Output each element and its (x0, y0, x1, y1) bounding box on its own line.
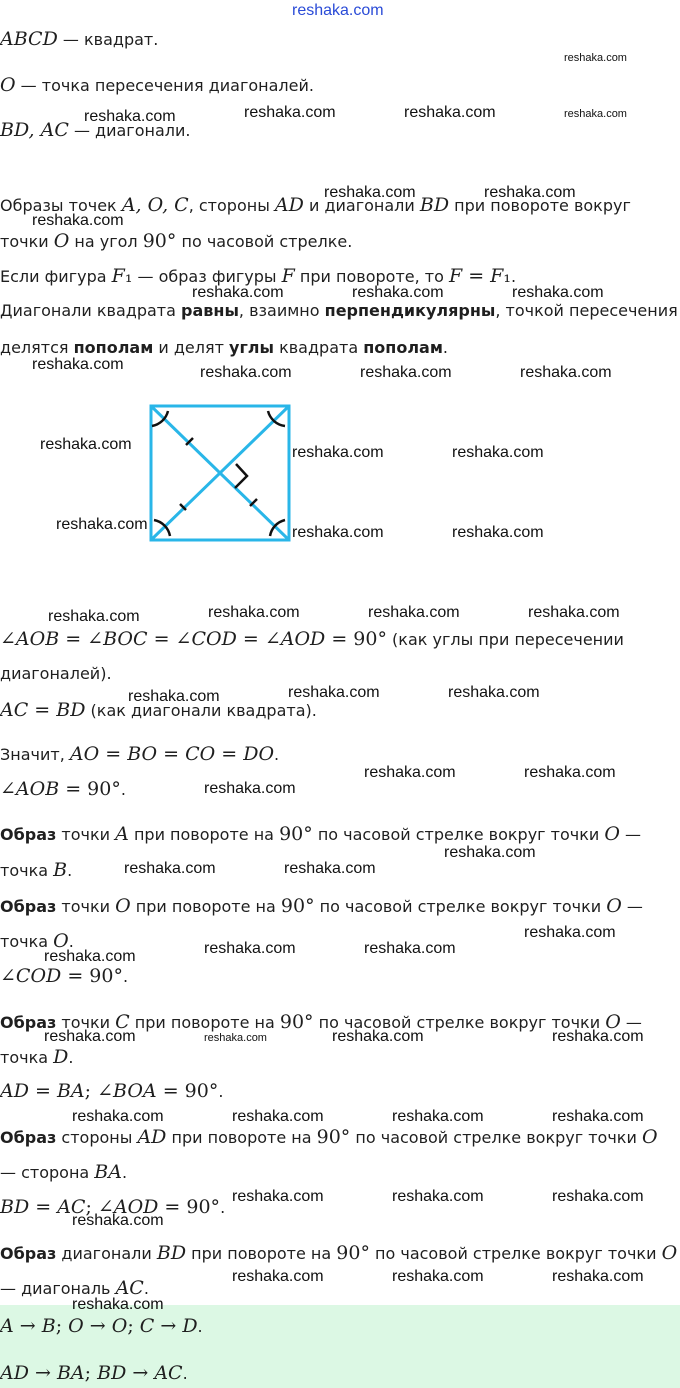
watermark: reshaka.com (448, 684, 540, 701)
watermark: reshaka.com (72, 1212, 164, 1229)
math-run: AO (69, 743, 100, 765)
text-run: Если фигура (0, 267, 112, 286)
math-run: BA (56, 1362, 85, 1384)
line-l21 (0, 1080, 223, 1103)
watermark: reshaka.com (564, 52, 627, 64)
watermark: reshaka.com (284, 860, 376, 877)
line-l2 (0, 74, 314, 97)
watermark: reshaka.com (512, 284, 604, 301)
math-run: AOB (15, 778, 60, 800)
line-l1 (0, 28, 158, 51)
math-run: O (53, 930, 69, 952)
math-run: CO (185, 743, 216, 765)
math-run: ; (55, 1315, 69, 1337)
watermark: reshaka.com (324, 184, 416, 201)
watermark: reshaka.com (40, 436, 132, 453)
watermark: reshaka.com (44, 948, 136, 965)
text-run: . (197, 1317, 203, 1336)
watermark: reshaka.com (244, 104, 336, 121)
math-run: ₁ (503, 265, 511, 287)
text-run: при повороте на (129, 1013, 280, 1032)
text-run: . (68, 1048, 74, 1067)
text-run: . (120, 780, 126, 799)
math-run: = (157, 743, 186, 765)
text-run: точки (56, 897, 116, 916)
watermark: reshaka.com (392, 1268, 484, 1285)
text-run: при повороте на (128, 825, 280, 844)
math-run: 90° (316, 1126, 351, 1148)
math-run: COD (191, 628, 237, 650)
text-run: — диагонали. (68, 121, 191, 140)
text-run: — диагональ (0, 1279, 116, 1298)
math-run: ₁ (124, 265, 133, 287)
watermark: reshaka.com (204, 1032, 267, 1044)
text-run: (как диагонали квадрата). (85, 701, 317, 720)
math-run: AD (137, 1126, 167, 1148)
bold-text: пополам (73, 338, 154, 357)
text-run: . (143, 1279, 149, 1298)
math-run: = ∠ (236, 628, 281, 650)
watermark: reshaka.com (204, 940, 296, 957)
math-run: COD (15, 965, 62, 987)
text-run: Значит, (0, 745, 70, 764)
line-l23 (0, 1161, 127, 1184)
text-run: по часовой стрелке вокруг точки (313, 1013, 606, 1032)
text-run: . (121, 1163, 128, 1182)
bold-text: углы (229, 338, 274, 357)
text-run: — квадрат. (57, 30, 159, 49)
text-run: , взаимно (238, 301, 325, 320)
math-run: F (448, 265, 463, 287)
watermark: reshaka.com (452, 444, 544, 461)
text-run: диагоналей). (0, 664, 112, 683)
text-run: . (182, 1364, 188, 1383)
math-run: O (115, 895, 131, 917)
line-l22 (0, 1126, 658, 1149)
bold-text: Образ (0, 897, 57, 916)
text-run: — (621, 897, 643, 916)
text-run: по часовой стрелке вокруг точки (369, 1244, 662, 1263)
math-run: = (29, 1196, 58, 1218)
math-run: ∠ (0, 628, 16, 650)
text-run: . (122, 967, 129, 986)
math-run: O (606, 895, 622, 917)
math-run: O (604, 823, 620, 845)
text-run: по часовой стрелке вокруг точки (350, 1128, 642, 1147)
math-run: = 90° (59, 778, 121, 800)
watermark: reshaka.com (44, 1028, 136, 1045)
math-run: AC (115, 1277, 144, 1299)
math-run: → (154, 1315, 183, 1337)
math-run: ABCD (0, 28, 58, 50)
math-run: B (53, 859, 68, 881)
text-run: — (620, 1013, 642, 1032)
bold-text: равны (181, 301, 239, 320)
text-run: и диагонали (303, 196, 420, 215)
math-run: AD (0, 1362, 29, 1384)
line-l25 (0, 1242, 677, 1265)
watermark: reshaka.com (208, 604, 300, 621)
watermark: reshaka.com (48, 608, 140, 625)
watermark: reshaka.com (352, 284, 444, 301)
math-run: BD (0, 1196, 30, 1218)
watermark: reshaka.com (72, 1296, 164, 1313)
watermark: reshaka.com (364, 940, 456, 957)
line-l28 (0, 1359, 188, 1388)
math-run: AD (0, 1080, 29, 1102)
watermark: reshaka.com (360, 364, 452, 381)
math-run: BOC (103, 628, 148, 650)
watermark: reshaka.com (392, 1188, 484, 1205)
text-run: при повороте на (186, 1244, 337, 1263)
text-run: . (67, 861, 73, 880)
math-run: = (462, 265, 491, 287)
math-run: 90° (280, 895, 315, 917)
math-run: BD (97, 1362, 127, 1384)
text-run: . (510, 267, 517, 286)
math-run: ; (84, 1362, 98, 1384)
math-run: C (115, 1011, 130, 1033)
math-run: 90° (279, 823, 313, 845)
bold-text: Образ (0, 1013, 57, 1032)
text-run: по часовой стрелке вокруг точки (314, 897, 607, 916)
math-run: = (28, 1080, 57, 1102)
math-run: AOB (15, 628, 60, 650)
math-run: ; ∠ (84, 1080, 114, 1102)
math-run: = ∠ (147, 628, 192, 650)
math-run: = 90° (325, 628, 387, 650)
math-run: BD, AC (0, 119, 69, 141)
line-l20 (0, 1046, 73, 1069)
math-run: C (139, 1315, 155, 1337)
math-run: BD (56, 699, 86, 721)
text-run: . (442, 338, 448, 357)
math-run: A (0, 1315, 14, 1337)
watermark: reshaka.com (552, 1108, 644, 1125)
text-run: Диагонали квадрата (0, 301, 182, 320)
top-watermark: reshaka.com (292, 2, 384, 19)
math-run: = 90° (158, 1196, 221, 1218)
text-run: , стороны (188, 196, 275, 215)
math-run: BA (56, 1080, 85, 1102)
result-block (0, 1305, 680, 1388)
watermark: reshaka.com (444, 844, 536, 861)
watermark: reshaka.com (564, 108, 627, 120)
bold-text: Образ (0, 1244, 57, 1263)
line-l18 (0, 965, 128, 988)
bold-text: Образ (0, 1128, 57, 1147)
watermark: reshaka.com (232, 1188, 324, 1205)
watermark: reshaka.com (292, 444, 384, 461)
text-run: Образы точек (0, 196, 122, 215)
math-run: ∠ (0, 965, 16, 987)
math-run: AOD (113, 1196, 159, 1218)
text-run: по часовой стрелке вокруг точки (312, 825, 605, 844)
math-run: ; (127, 1315, 140, 1337)
line-l9 (0, 628, 624, 651)
math-run: → (126, 1362, 155, 1384)
watermark: reshaka.com (128, 688, 220, 705)
text-run: , точкой пересечения (495, 301, 678, 320)
watermark: reshaka.com (124, 860, 216, 877)
text-run: точка (0, 932, 54, 951)
text-run: . (68, 932, 74, 951)
watermark: reshaka.com (56, 516, 148, 533)
line-l14 (0, 823, 641, 846)
watermark: reshaka.com (524, 764, 616, 781)
text-run: по часовой стрелке. (176, 232, 353, 251)
bold-text: Образ (0, 825, 57, 844)
square-diagram (140, 398, 300, 548)
bold-text: перпендикулярны (324, 301, 496, 320)
math-run: DO (243, 743, 275, 765)
math-run: = (28, 699, 57, 721)
line-l15 (0, 859, 72, 882)
watermark: reshaka.com (528, 604, 620, 621)
watermark: reshaka.com (552, 1268, 644, 1285)
text-run: — образ фигуры (132, 267, 282, 286)
math-run: → (13, 1315, 42, 1337)
text-run: . (218, 1082, 224, 1101)
text-run: точки (56, 825, 116, 844)
text-run: и делят (153, 338, 230, 357)
math-run: O (0, 74, 16, 96)
watermark: reshaka.com (288, 684, 380, 701)
line-l5 (0, 230, 352, 253)
math-run: BOA (113, 1080, 157, 1102)
text-run: стороны (56, 1128, 138, 1147)
right-angle-mark (235, 464, 247, 488)
math-run: 90° (336, 1242, 370, 1264)
math-run: BD (156, 1242, 187, 1264)
watermark: reshaka.com (200, 364, 292, 381)
text-run: квадрата (274, 338, 364, 357)
math-run: → (83, 1315, 112, 1337)
math-run: 90° (142, 230, 177, 252)
math-run: ; ∠ (85, 1196, 114, 1218)
math-run: F (490, 265, 504, 287)
math-run: BD (419, 194, 450, 216)
text-run: — (619, 825, 642, 844)
math-run: O (605, 1011, 621, 1033)
watermark: reshaka.com (404, 104, 496, 121)
math-run: AD (274, 194, 304, 216)
watermark: reshaka.com (192, 284, 284, 301)
watermark: reshaka.com (552, 1028, 644, 1045)
watermark: reshaka.com (520, 364, 612, 381)
line-l12 (0, 743, 279, 766)
text-run: делятся (0, 338, 74, 357)
text-run: точки (0, 232, 54, 251)
text-run: точка (0, 861, 54, 880)
text-run: при повороте вокруг (449, 196, 631, 215)
watermark: reshaka.com (552, 1188, 644, 1205)
text-run: диагонали (56, 1244, 157, 1263)
text-run: при повороте, то (294, 267, 449, 286)
watermark: reshaka.com (232, 1108, 324, 1125)
math-run: 90° (279, 1011, 314, 1033)
text-run: при повороте на (130, 897, 281, 916)
line-l10 (0, 663, 112, 685)
text-run: точки (56, 1013, 116, 1032)
math-run: BO (127, 743, 158, 765)
math-run: F (111, 265, 125, 287)
bold-text: пополам (363, 338, 443, 357)
math-run: = ∠ (59, 628, 104, 650)
math-run: O (661, 1242, 678, 1264)
math-run: A, O, C (121, 194, 189, 216)
math-run: B (41, 1315, 56, 1337)
line-l7 (0, 300, 678, 322)
math-run: → (28, 1362, 57, 1384)
text-run: (как углы при пересечении (386, 630, 624, 649)
math-run: F (281, 265, 295, 287)
math-run: = (99, 743, 128, 765)
math-run: O (68, 1315, 84, 1337)
math-run: = 90° (156, 1080, 219, 1102)
math-run: D (53, 1046, 69, 1068)
text-run: . (220, 1198, 226, 1217)
watermark: reshaka.com (204, 780, 296, 797)
watermark: reshaka.com (232, 1268, 324, 1285)
line-l16 (0, 895, 643, 918)
watermark: reshaka.com (364, 764, 456, 781)
math-run: = 90° (61, 965, 123, 987)
text-run: — точка пересечения диагоналей. (15, 76, 314, 95)
watermark: reshaka.com (452, 524, 544, 541)
math-run: A (115, 823, 129, 845)
math-run: O (53, 230, 70, 252)
math-run: = (215, 743, 244, 765)
watermark: reshaka.com (72, 1108, 164, 1125)
watermark: reshaka.com (84, 108, 176, 125)
math-run: BA (94, 1161, 122, 1183)
math-run: AC (0, 699, 29, 721)
watermark: reshaka.com (484, 184, 576, 201)
math-run: O (111, 1315, 128, 1337)
watermark: reshaka.com (368, 604, 460, 621)
text-run: при повороте на (166, 1128, 317, 1147)
line-l13 (0, 778, 126, 801)
watermark: reshaka.com (392, 1108, 484, 1125)
watermark: reshaka.com (524, 924, 616, 941)
watermark: reshaka.com (292, 524, 384, 541)
watermark: reshaka.com (32, 212, 124, 229)
math-run: AC (57, 1196, 86, 1218)
math-run: O (641, 1126, 658, 1148)
math-run: AOD (280, 628, 326, 650)
math-run: AC (154, 1362, 183, 1384)
text-run: на угол (69, 232, 143, 251)
text-run: . (274, 745, 280, 764)
text-run: — сторона (0, 1163, 95, 1182)
watermark: reshaka.com (332, 1028, 424, 1045)
watermark: reshaka.com (32, 356, 124, 373)
math-run: ∠ (0, 778, 16, 800)
math-run: D (182, 1315, 198, 1337)
text-run: точка (0, 1048, 54, 1067)
line-l27 (0, 1312, 203, 1341)
